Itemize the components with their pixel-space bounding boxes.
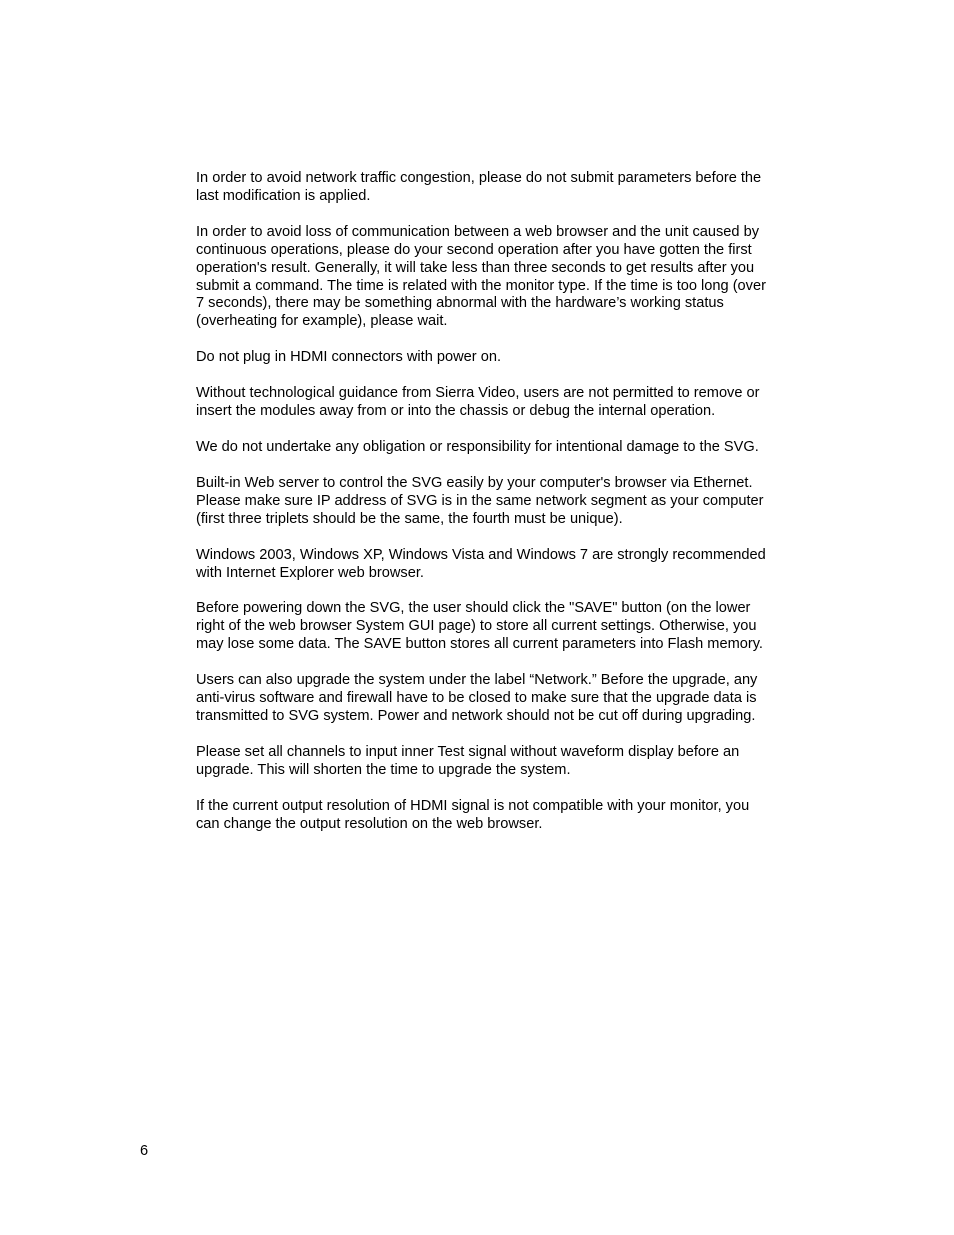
paragraph-hdmi-power: Do not plug in HDMI connectors with power on. [196,349,501,366]
paragraph-communication-loss: In order to avoid loss of communication between a web browser and the unit caused by continuous operations, please do your second operation after you have gotten the first operation's result. Generally, it will take less than three seconds to get results after you submit a command. The time is related with the monitor type. If the time is too long (over 7 seconds), there may be something abnormal with the hardware’s working status (overheating for example), please wait. [196,223,766,330]
paragraph-hdmi-resolution: If the current output resolution of HDMI signal is not compatible with your monitor, you can change the output resolution on the web browser. [196,797,750,832]
paragraph-save-settings: Before powering down the SVG, the user should click the "SAVE" button (on the lower right of the web browser System GUI page) to store all current settings. Otherwise, you may lose some data. The SAVE button stores all current parameters into Flash memory. [196,600,763,653]
paragraph-upgrade-test-signal: Please set all channels to input inner Test signal without waveform display before an upgrade. This will shorten the time to upgrade the system. [196,743,740,778]
paragraph-liability: We do not undertake any obligation or responsibility for intentional damage to the SVG. [196,438,759,455]
paragraph-module-removal: Without technological guidance from Sierra Video, users are not permitted to remove or insert the modules away from or into the chassis or debug the internal operation. [196,385,760,420]
document-body [196,170,816,851]
paragraph-os-recommendation: Windows 2003, Windows XP, Windows Vista and Windows 7 are strongly recommended with Internet Explorer web browser. [196,546,766,581]
paragraph-upgrade-network: Users can also upgrade the system under the label “Network.” Before the upgrade, any anti-virus software and firewall have to be closed to make sure that the upgrade data is transmitted to SVG system. Power and network should not be cut off during upgrading. [196,672,758,724]
paragraph-network-congestion: In order to avoid network traffic congestion, please do not submit parameters before the last modification is applied. [196,170,762,204]
page-number: 6 [140,1143,149,1159]
paragraph-web-server: Built-in Web server to control the SVG easily by your computer's browser via Ethernet. Please make sure IP address of SVG is in the same network segment as your computer (first three triplets should be the same, the fourth must be unique). [196,474,764,527]
